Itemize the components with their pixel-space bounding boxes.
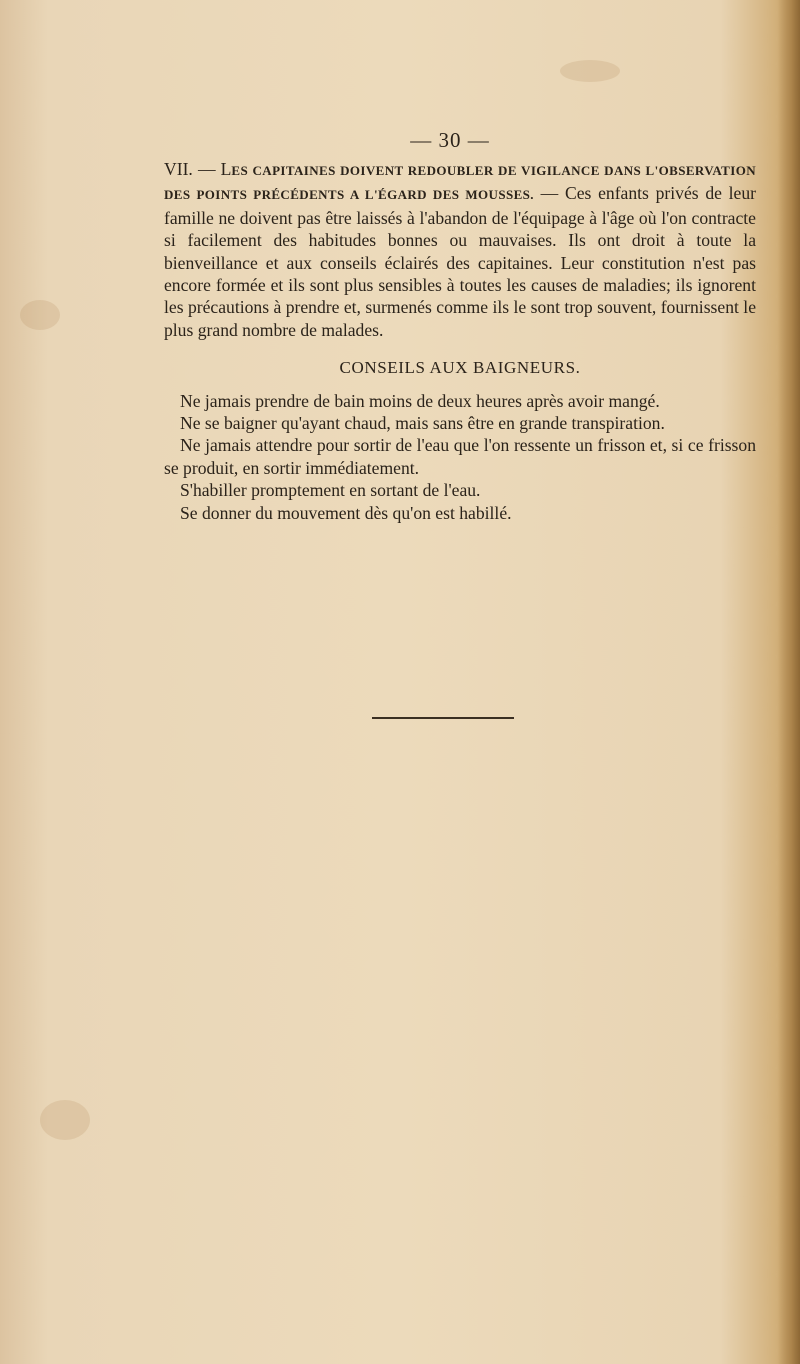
section-heading: ES CAPITAINES DOIVENT REDOUBLER DE VIGILANCE DANS L'OBSERVATION DES POINTS PRÉCÉDENTS A L'ÉGARD DES MOUSSES. <box>164 163 756 203</box>
end-rule <box>372 717 514 719</box>
advice-item: Ne jamais attendre pour sortir de l'eau que l'on ressente un frisson et, si ce frisson se produit, en sortir immédiatement. <box>164 435 756 478</box>
conseils-title: CONSEILS AUX BAIGNEURS. <box>339 358 581 378</box>
section-vii <box>164 158 756 341</box>
paper-stain <box>560 60 620 82</box>
page-number: — 30 — <box>410 128 490 152</box>
paper-stain <box>40 1100 90 1140</box>
page-edge-shadow <box>778 0 800 1364</box>
advice-item: Ne jamais prendre de bain moins de deux heures après avoir mangé. <box>180 390 660 411</box>
advice-item: S'habiller promptement en sortant de l'eau. <box>180 480 481 501</box>
advice-item: Ne se baigner qu'ayant chaud, mais sans être en grande transpiration. <box>180 413 665 434</box>
paper-stain <box>20 300 60 330</box>
advice-item: Se donner du mouvement dès qu'on est habillé. <box>180 502 512 523</box>
page-text <box>164 158 756 524</box>
section-numeral: VII. — <box>164 159 221 179</box>
section-body: — Ces enfants privés de leur famille ne doivent pas être laissés à l'abandon de l'équipage à l'âge où l'on contracte si facilement des habitudes bonnes ou mauvaises. Ils ont droit à toute la bienveillance et aux conseils éclairés des capitaines. Leur constitution n'est pas encore formée et ils sont plus sensibles à toutes les causes de maladies; ils ignorent les précautions à prendre et, surmenés comme ils le sont trop souvent, fournissent le plus grand nombre de malades. <box>164 183 756 340</box>
section-heading-initial: L <box>220 159 232 179</box>
